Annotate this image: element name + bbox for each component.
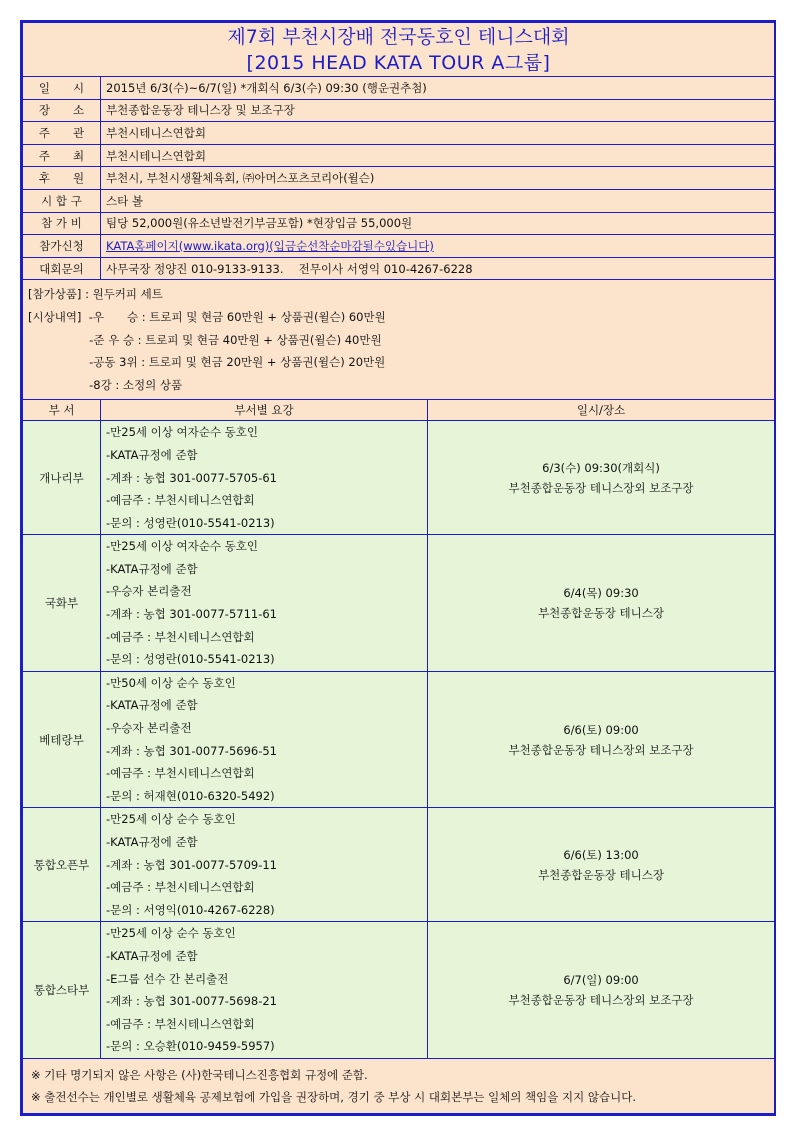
page-title: 제7회 부천시장배 전국동호인 테니스대회: [227, 25, 570, 48]
info-label: 일 시: [23, 77, 101, 100]
info-row: [23, 77, 775, 100]
info-row: [23, 99, 775, 122]
division-requirements: [101, 421, 428, 535]
info-label: 후 원: [23, 167, 101, 190]
requirement-line: -예금주 : 부천시테니스연합회: [106, 880, 255, 895]
prize-block: [23, 280, 775, 400]
requirement-line: -만25세 이상 순수 동호인: [106, 926, 236, 941]
info-value: 2015년 6/3(수)~6/7(일) *개회식 6/3(수) 09:30 (행운권추첨): [101, 77, 775, 100]
requirement-line: -문의 : 서영익(010-4267-6228): [106, 902, 275, 917]
requirement-line: -만50세 이상 순수 동호인: [106, 675, 236, 690]
notice-table: [22, 22, 775, 1114]
info-label: 참 가 비: [23, 212, 101, 235]
schedule-line: 부천종합운동장 테니스장외 보조구장: [508, 993, 694, 1008]
info-label: 대회문의: [23, 257, 101, 280]
info-row: [23, 257, 775, 280]
schedule-line: 6/7(일) 09:00: [563, 973, 639, 988]
requirement-line: -계좌 : 농협 301-0077-5709-11: [106, 857, 277, 872]
prize-line: -준 우 승 : 트로피 및 현금 40만원 + 상품권(윌슨) 40만원: [28, 332, 382, 347]
division-row: [23, 922, 775, 1059]
info-label: 주 관: [23, 122, 101, 145]
info-row: [23, 212, 775, 235]
tournament-notice: [20, 20, 776, 1116]
division-requirements: [101, 922, 428, 1059]
division-name: 통합스타부: [23, 922, 101, 1059]
registration-link[interactable]: KATA홈페이지(www.ikata.org)(입금순선착순마감될수있습니다): [106, 238, 434, 253]
info-row: [23, 122, 775, 145]
info-row: [23, 235, 775, 258]
division-name: 베테랑부: [23, 671, 101, 808]
division-row: [23, 535, 775, 672]
info-value: 사무국장 정양진 010-9133-9133. 전무이사 서영익 010-4267-6228: [101, 257, 775, 280]
requirement-line: -KATA규정에 준함: [106, 948, 198, 963]
info-label: 주 최: [23, 144, 101, 167]
info-row: [23, 167, 775, 190]
division-name: 국화부: [23, 535, 101, 672]
notes-block: [23, 1058, 775, 1113]
requirement-line: -KATA규정에 준함: [106, 835, 198, 849]
requirement-line: -예금주 : 부천시테니스연합회: [106, 629, 255, 644]
division-row: [23, 808, 775, 922]
schedule-line: 6/4(목) 09:30: [563, 586, 639, 601]
prize-line: [시상내역] -우 승 : 트로피 및 현금 60만원 + 상품권(윌슨) 60만원: [28, 309, 386, 324]
requirement-line: -계좌 : 농협 301-0077-5705-61: [106, 470, 277, 485]
schedule-line: 6/6(토) 09:00: [563, 722, 639, 737]
requirement-line: -우승자 본리출전: [106, 584, 192, 599]
requirement-line: -KATA규정에 준함: [106, 447, 198, 462]
requirement-line: -문의 : 오승환(010-9459-5957): [106, 1039, 275, 1054]
division-schedule: [428, 922, 775, 1059]
division-schedule: [428, 421, 775, 535]
schedule-line: 부천종합운동장 테니스장외 보조구장: [508, 742, 694, 757]
division-schedule: [428, 671, 775, 808]
info-label: 장 소: [23, 99, 101, 122]
requirement-line: -문의 : 성영란(010-5541-0213): [106, 652, 275, 667]
info-value: 팀당 52,000원(유소년발전기부금포함) *현장입금 55,000원: [101, 212, 775, 235]
schedule-line: 부천종합운동장 테니스장외 보조구장: [508, 480, 694, 495]
division-requirements: [101, 671, 428, 808]
schedule-line: 부천종합운동장 테니스장: [538, 867, 664, 882]
schedule-line: 6/3(수) 09:30(개회식): [542, 460, 660, 475]
header-requirements: 부서별 요강: [101, 400, 428, 421]
division-requirements: [101, 535, 428, 672]
division-schedule: [428, 808, 775, 922]
info-row: [23, 189, 775, 212]
requirement-line: -만25세 이상 여자순수 동호인: [106, 425, 258, 440]
requirement-line: -우승자 본리출전: [106, 721, 192, 736]
note-line: ※ 기타 명기되지 않은 사항은 (사)한국테니스진흥협회 규정에 준함.: [31, 1067, 368, 1082]
division-table-header: [23, 400, 775, 421]
requirement-line: -문의 : 성영란(010-5541-0213): [106, 515, 275, 530]
schedule-line: 부천종합운동장 테니스장: [538, 606, 664, 621]
header-division: 부 서: [23, 400, 101, 421]
prize-line: [참가상품] : 원두커피 세트: [28, 287, 163, 302]
schedule-line: 6/6(토) 13:00: [563, 847, 639, 862]
requirement-line: -계좌 : 농협 301-0077-5698-21: [106, 994, 277, 1009]
requirement-line: -계좌 : 농협 301-0077-5711-61: [106, 607, 277, 622]
info-value: 부천시테니스연합회: [101, 122, 775, 145]
requirement-line: -만25세 이상 여자순수 동호인: [106, 539, 258, 554]
header-schedule: 일시/장소: [428, 400, 775, 421]
info-row: [23, 144, 775, 167]
prize-line: -8강 : 소정의 상품: [28, 377, 183, 392]
division-row: [23, 421, 775, 535]
info-value: [101, 235, 775, 258]
requirement-line: -예금주 : 부천시테니스연합회: [106, 493, 255, 508]
requirement-line: -만25세 이상 순수 동호인: [106, 812, 236, 827]
requirement-line: -E그룹 선수 간 본리출전: [106, 971, 229, 986]
title-block: [23, 23, 775, 77]
prize-row: [23, 280, 775, 400]
requirement-line: -예금주 : 부천시테니스연합회: [106, 1016, 255, 1031]
requirement-line: -계좌 : 농협 301-0077-5696-51: [106, 743, 277, 758]
requirement-line: -문의 : 허재현(010-6320-5492): [106, 788, 275, 803]
info-value: 부천시테니스연합회: [101, 144, 775, 167]
requirement-line: -KATA규정에 준함: [106, 561, 198, 576]
info-label: 참가신청: [23, 235, 101, 258]
division-name: 개나리부: [23, 421, 101, 535]
notes-row: [23, 1058, 775, 1113]
division-row: [23, 671, 775, 808]
page-subtitle: [2015 HEAD KATA TOUR A그룹]: [246, 51, 551, 74]
division-name: 통합오픈부: [23, 808, 101, 922]
info-label: 시 합 구: [23, 189, 101, 212]
division-schedule: [428, 535, 775, 672]
requirement-line: -KATA규정에 준함: [106, 698, 198, 713]
info-value: 부천시, 부천시생활체육회, ㈜아머스포츠코리아(윌슨): [101, 167, 775, 190]
info-value: 스타 볼: [101, 189, 775, 212]
info-value: 부천종합운동장 테니스장 및 보조구장: [101, 99, 775, 122]
requirement-line: -예금주 : 부천시테니스연합회: [106, 766, 255, 781]
note-line: ※ 출전선수는 개인별로 생활체육 공제보험에 가입을 권장하며, 경기 중 부상 시 대회본부는 일체의 책임을 지지 않습니다.: [31, 1089, 637, 1104]
division-requirements: [101, 808, 428, 922]
prize-line: -공동 3위 : 트로피 및 현금 20만원 + 상품권(윌슨) 20만원: [28, 355, 386, 370]
